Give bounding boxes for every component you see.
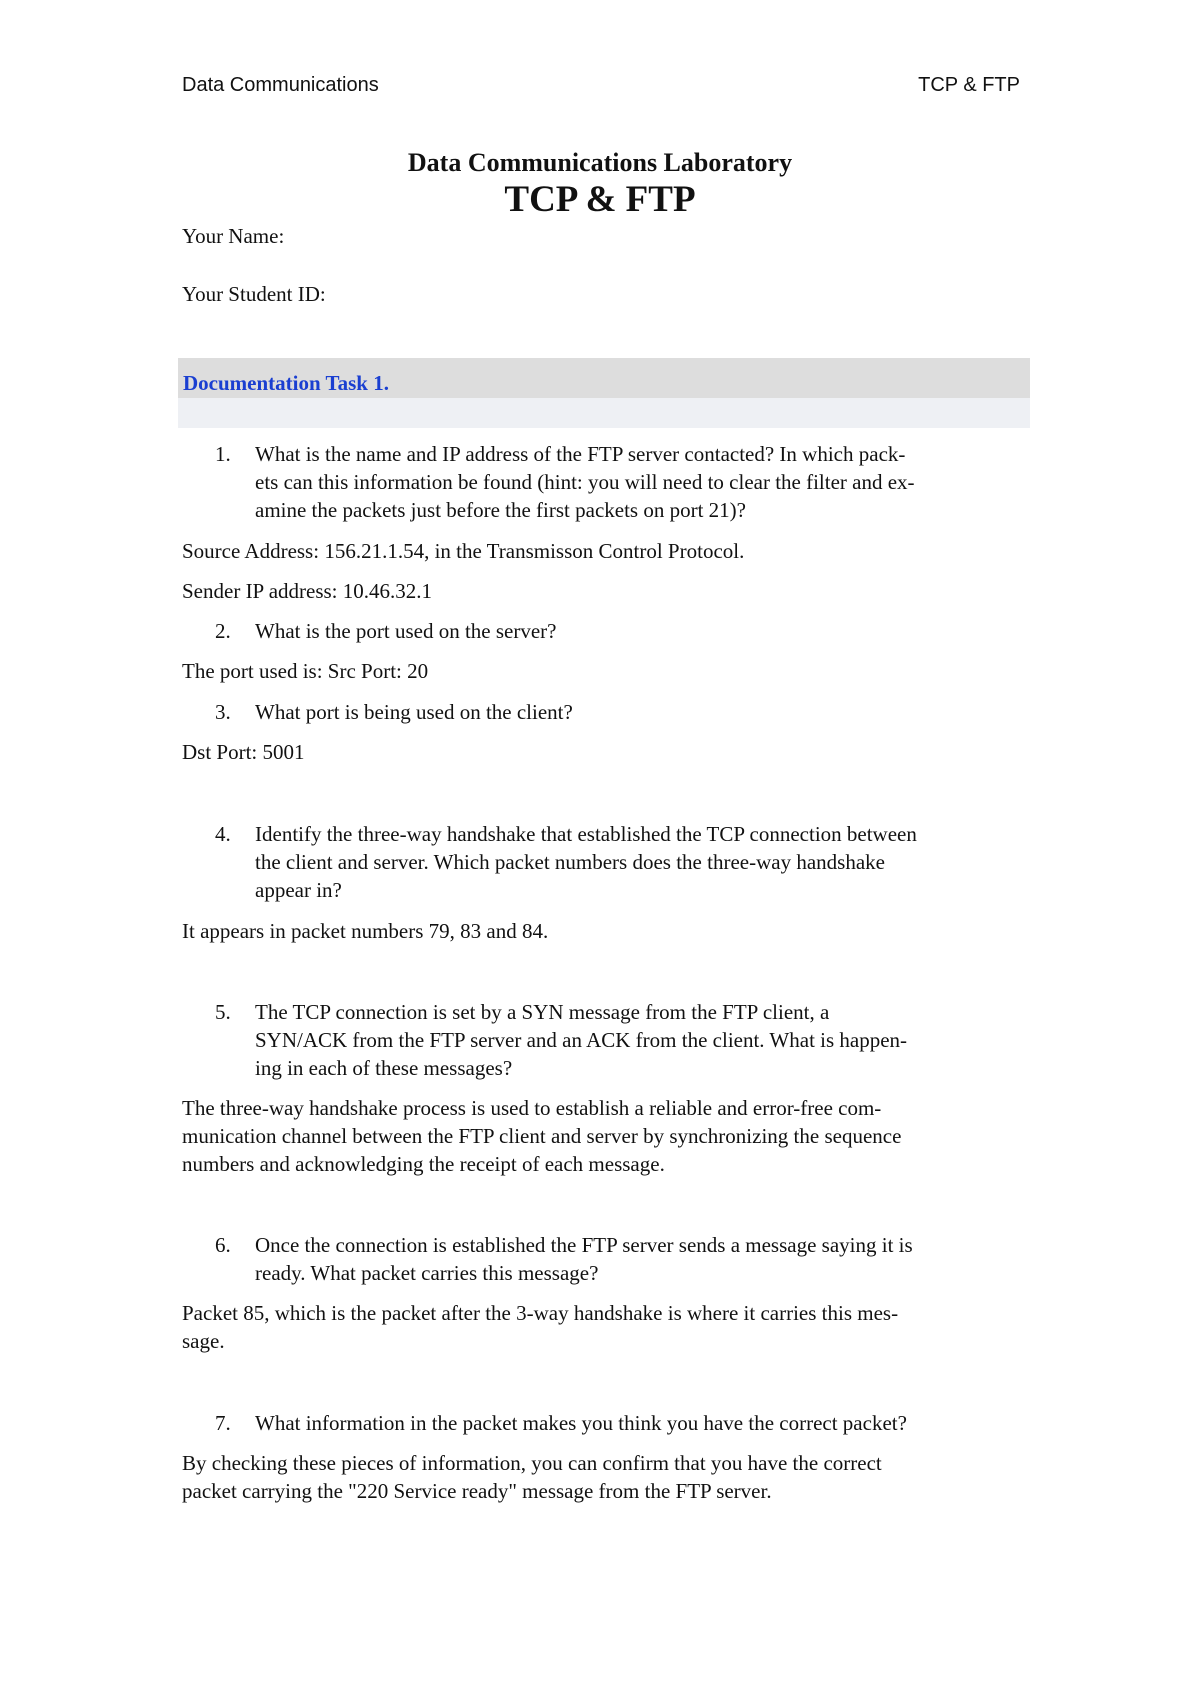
question-5 [0, 998, 1200, 1088]
question-text-line: Identify the three-way handshake that established the TCP connection between [255, 822, 917, 846]
question-text-line: SYN/ACK from the FTP server and an ACK from the client. What is happen- [255, 1028, 908, 1052]
question-text-line: What is the port used on the server? [255, 619, 557, 643]
answer-7-line: packet carrying the "220 Service ready" message from the FTP server. [182, 1479, 772, 1503]
answer-5-line: numbers and acknowledging the receipt of each message. [182, 1152, 665, 1176]
question-number: 1. [215, 442, 231, 466]
question-3 [0, 698, 1200, 728]
document-subtitle: TCP & FTP [504, 179, 696, 220]
question-text-line: What is the name and IP address of the FTP server contacted? In which pack- [255, 442, 906, 466]
question-number: 7. [215, 1411, 231, 1435]
running-header-left: Data Communications [182, 74, 379, 96]
question-text-line: ing in each of these messages? [255, 1056, 513, 1080]
task-title: Documentation Task 1. [183, 371, 389, 395]
answer-6-line: sage. [182, 1329, 225, 1353]
answer-1-source: Source Address: 156.21.1.54, in the Transmisson Control Protocol. [182, 539, 745, 563]
question-text-line: ets can this information be found (hint: you will need to clear the filter and ex- [255, 470, 915, 494]
task-heading-band-lower [178, 398, 1030, 428]
question-text-line: What port is being used on the client? [255, 700, 573, 724]
question-text-line: What information in the packet makes you think you have the correct packet? [255, 1411, 907, 1435]
question-number: 2. [215, 619, 231, 643]
answer-5-line: The three-way handshake process is used to establish a reliable and error-free com- [182, 1096, 882, 1120]
question-7 [0, 1409, 1200, 1439]
question-text-line: The TCP connection is set by a SYN message from the FTP client, a [255, 1000, 830, 1024]
answer-7-line: By checking these pieces of information, you can confirm that you have the correct [182, 1451, 882, 1475]
question-number: 4. [215, 822, 231, 846]
answer-3: Dst Port: 5001 [182, 740, 305, 764]
question-6 [0, 1231, 1200, 1291]
question-number: 6. [215, 1233, 231, 1257]
answer-2: The port used is: Src Port: 20 [182, 659, 429, 683]
question-4 [0, 820, 1200, 910]
answer-4: It appears in packet numbers 79, 83 and 84. [182, 919, 549, 943]
answer-6-line: Packet 85, which is the packet after the 3-way handshake is where it carries this mes- [182, 1301, 899, 1325]
running-header-right: TCP & FTP [918, 74, 1020, 96]
document-title: Data Communications Laboratory [407, 148, 793, 177]
question-1 [0, 440, 1200, 530]
question-text-line: Once the connection is established the FTP server sends a message saying it is [255, 1233, 913, 1257]
answer-5-line: munication channel between the FTP client and server by synchronizing the sequence [182, 1124, 902, 1148]
question-number: 5. [215, 1000, 231, 1024]
your-name-label: Your Name: [182, 224, 285, 248]
answer-1-sender: Sender IP address: 10.46.32.1 [182, 579, 433, 603]
question-text-line: amine the packets just before the first packets on port 21)? [255, 498, 746, 522]
question-text-line: the client and server. Which packet numbers does the three-way handshake [255, 850, 885, 874]
question-text-line: ready. What packet carries this message? [255, 1261, 599, 1285]
student-id-label: Your Student ID: [182, 282, 326, 306]
question-2 [0, 617, 1200, 647]
question-text-line: appear in? [255, 878, 342, 902]
question-number: 3. [215, 700, 231, 724]
